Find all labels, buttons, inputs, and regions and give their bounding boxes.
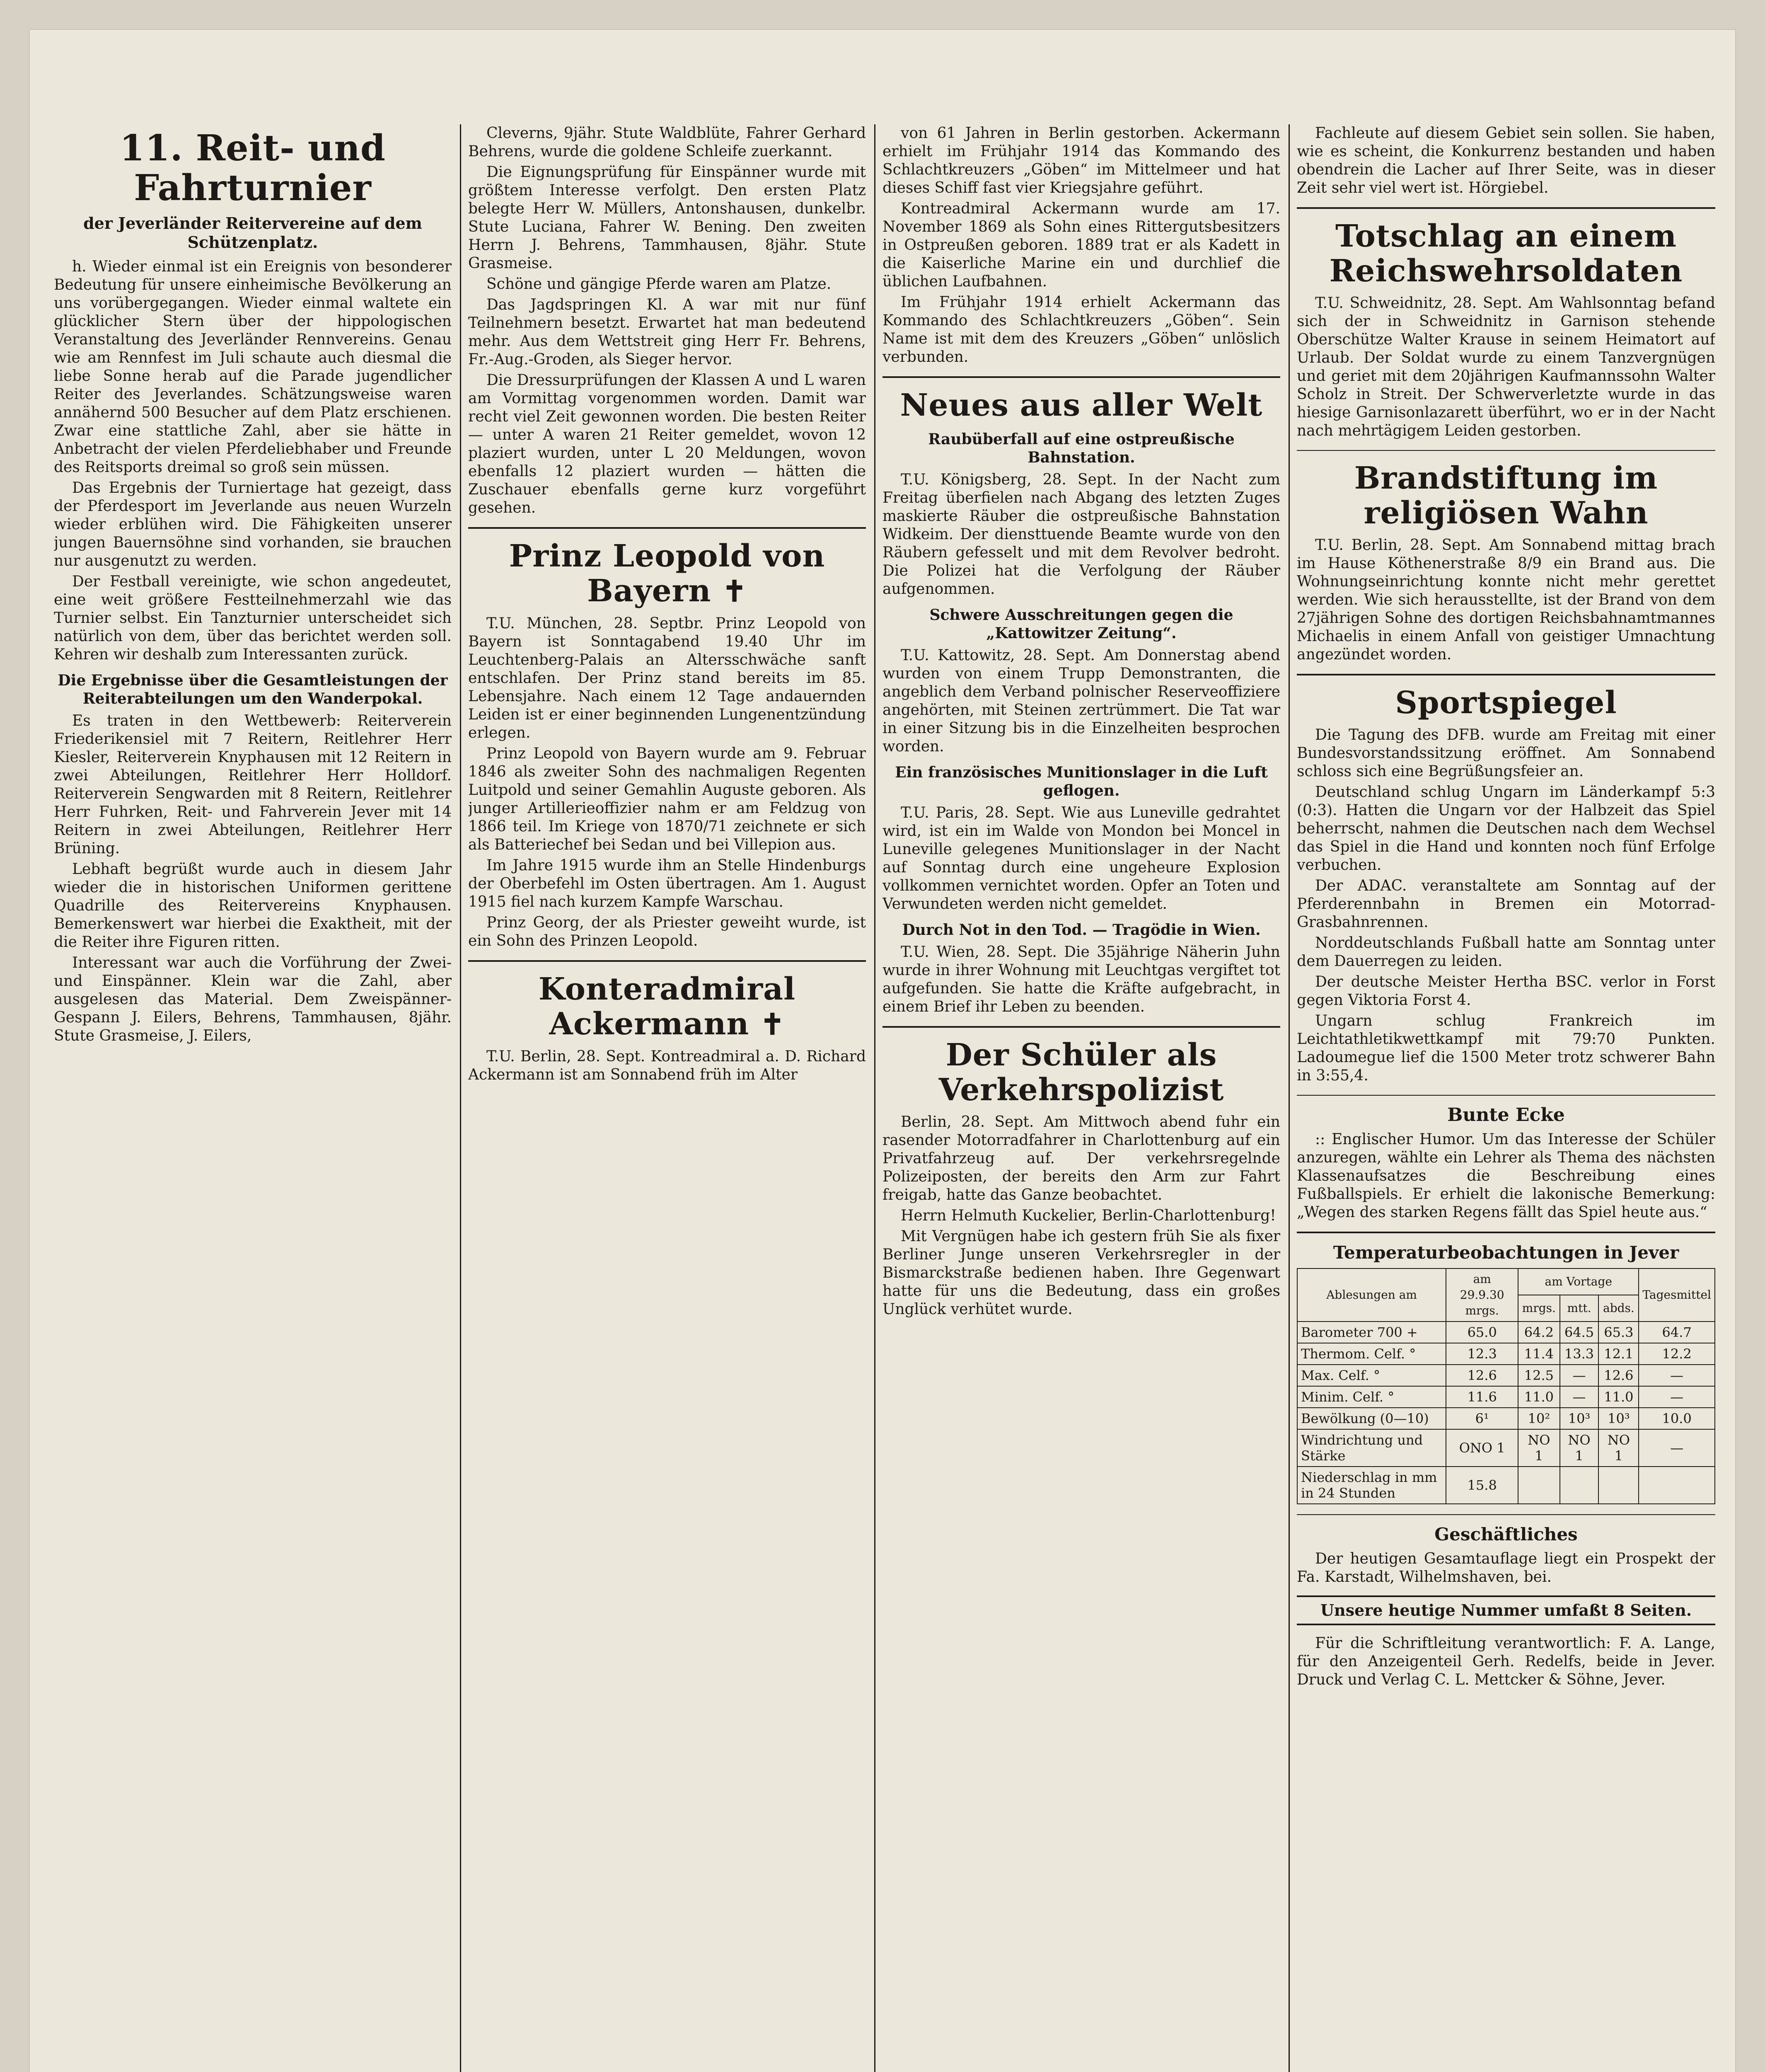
table-cell: 11.6 (1446, 1386, 1518, 1408)
article-paragraph: T.U. Kattowitz, 28. Sept. Am Donnerstag abend wurden von einem Trupp Demonstranten, die angeblich dem Verband polnischer Reserveoffiziere angehörten, mit Steinen zertrümmert. Die Tat war in einer Sitzung bis in die Einzelheiten besprochen worden. (882, 647, 1280, 755)
table-header: am Vortage (1518, 1268, 1639, 1295)
section-divider (468, 960, 866, 962)
article-paragraph: :: Englischer Humor. Um das Interesse der Schüler anzuregen, wählte ein Lehrer als Thema des nächsten Klassenaufsatzes die Beschreibung eines Fußballspiels. Er erhielt die lakonische Bemerkung: „Wegen des starken Regens fällt das Spiel heute aus.“ (1297, 1131, 1715, 1221)
table-cell: Max. Celf. ° (1297, 1365, 1446, 1386)
table-cell: 12.5 (1518, 1365, 1559, 1386)
article-paragraph: T.U. Berlin, 28. Sept. Am Sonnabend mittag brach im Hause Köthenerstraße 8/9 ein Brand aus. Die Wohnungseinrichtung konnte nicht mehr gerettet werden. Wie sich herausstellte, ist der Brand von dem 27jährigen Sohne des dortigen Reichsbahnamtmannes Michaelis in einem Anfall von geistiger Umnachtung angezündet worden. (1297, 537, 1715, 663)
subhead-reitturnier: der Jeverländer Reitervereine auf dem Schützenplatz. (83, 214, 422, 252)
article-paragraph: Im Frühjahr 1914 erhielt Ackermann das Kommando des Schlachtkreuzers „Göben“. Sein Name ist mit dem des Kreuzers „Göben“ unlöslich verbunden. (882, 294, 1280, 366)
section-divider (882, 376, 1280, 378)
article-paragraph: T.U. Wien, 28. Sept. Die 35jährige Näherin Juhn wurde in ihrer Wohnung mit Leuchtgas vergiftet tot aufgefunden. Sie hatte die Kräfte aufgebracht, in einem Brief ihr Leben zu beenden. (882, 944, 1280, 1015)
article-paragraph: T.U. Königsberg, 28. Sept. In der Nacht zum Freitag überfielen nach Abgang des letzten Zuges maskierte Räuber die ostpreußische Bahnstation Widkeim. Der diensttuende Beamte wurde von den Räubern gefesselt und mit dem Revolver bedroht. Die Polizei hat die Verfolgung der Räuber aufgenommen. (882, 471, 1280, 598)
section-subhead: Ein französisches Munitionslager in die Luft geflogen. (895, 764, 1268, 799)
table-title: Temperaturbeobachtungen in Jever (1333, 1242, 1679, 1263)
section-divider (1297, 1095, 1715, 1096)
article-paragraph: Deutschland schlug Ungarn im Länderkampf 5:3 (0:3). Hatten die Ungarn vor der Halbzeit das Spiel beherrscht, nahmen die Deutschen nach dem Wechsel das Spiel in die Hand und konnten noch fünf Erfolge verbuchen. (1297, 784, 1715, 874)
article-paragraph: Prinz Georg, der als Priester geweiht wurde, ist ein Sohn des Prinzen Leopold. (468, 914, 866, 949)
article-paragraph: Fachleute auf diesem Gebiet sein sollen. Sie haben, wie es scheint, die Konkurrenz bestanden und haben obendrein die Lacher auf Ihrer Seite, was in dieser Zeit sehr viel wert ist. Hörgiebel. (1297, 125, 1715, 196)
table-cell: 10.0 (1639, 1408, 1715, 1429)
table-cell (1639, 1467, 1715, 1504)
table-cell: NO 1 (1518, 1429, 1559, 1467)
page-count-notice: Unsere heutige Nummer umfaßt 8 Seiten. (1297, 1595, 1715, 1625)
table-cell: — (1560, 1365, 1599, 1386)
article-paragraph: Prinz Leopold von Bayern wurde am 9. Februar 1846 als zweiter Sohn des nachmaligen Regenten Luitpold und seiner Gemahlin Auguste geboren. Als junger Artillerieoffizier nahm er am Feldzug von 1866 teil. Im Kriege von 1870/71 zeichnete er sich als Batteriechef bei Sedan und bei Villepion aus. (468, 745, 866, 853)
section-divider (1297, 207, 1715, 209)
table-cell: Niederschlag in mm in 24 Stunden (1297, 1467, 1446, 1504)
table-cell: 11.0 (1518, 1386, 1559, 1408)
table-cell: Windrichtung und Stärke (1297, 1429, 1446, 1467)
article-paragraph: Interessant war auch die Vorführung der Zwei- und Einspänner. Klein war die Zahl, aber ausgelesen das Material. Dem Zweispänner-Gespann J. Eilers, Behrens, Tammhausen, 8jähr. Stute Grasmeise, J. Eilers, (54, 954, 452, 1044)
section-divider (1297, 674, 1715, 675)
article-paragraph: T.U. Paris, 28. Sept. Wie aus Luneville gedrahtet wird, ist ein im Walde von Mondon bei Moncel in Luneville gelegenes Munitionslager in der Nacht auf Sonntag durch eine ungeheure Explosion vollkommen vernichtet worden. Opfer an Toten und Verwundeten werden nicht gemeldet. (882, 804, 1280, 913)
table-header-row (1297, 1268, 1715, 1295)
cross-icon: ✝ (760, 1007, 785, 1041)
section-divider (882, 1026, 1280, 1028)
section-subhead: Durch Not in den Tod. — Tragödie in Wien. (902, 921, 1261, 939)
section-divider (1297, 1514, 1715, 1515)
section-subhead: Die Ergebnisse über die Gesamtleistungen der Reiterabteilungen um den Wanderpokal. (58, 672, 448, 707)
table-cell: — (1639, 1386, 1715, 1408)
table-cell (1560, 1467, 1599, 1504)
headline-bunte-ecke: Bunte Ecke (1447, 1104, 1565, 1126)
article-paragraph: Der ADAC. veranstaltete am Sonntag auf der Pferderennbahn in Bremen ein Motorrad-Grasbahnrennen. (1297, 877, 1715, 931)
column-3 (882, 124, 1280, 2072)
table-cell (1598, 1467, 1639, 1504)
headline-sportspiegel: Sportspiegel (1395, 685, 1617, 721)
table-row (1297, 1365, 1715, 1386)
article-paragraph: T.U. München, 28. Septbr. Prinz Leopold von Bayern ist Sonntagabend 19.40 Uhr im Leuchtenberg-Palais an Altersschwäche sanft entschlafen. Der Prinz stand bereits im 85. Lebensjahre. Nach einem 12 Tage andauernden Leiden ist er einer beginnenden Lungenentzündung erlegen. (468, 615, 866, 741)
table-row (1297, 1429, 1715, 1467)
table-cell: Barometer 700 + (1297, 1322, 1446, 1343)
newspaper-page (29, 29, 1736, 2072)
article-paragraph: Im Jahre 1915 wurde ihm an Stelle Hindenburgs der Oberbefehl im Osten übertragen. Am 1. August 1915 fiel nach kurzem Kampfe Warschau. (468, 857, 866, 910)
imprint: Für die Schriftleitung verantwortlich: F. A. Lange, für den Anzeigenteil Gerh. Redelfs, beide in Jever. Druck und Verlag C. L. Mettcker & Söhne, Jever. (1297, 1635, 1715, 1688)
table-cell: 11.4 (1518, 1343, 1559, 1365)
article-paragraph: Das Ergebnis der Turniertage hat gezeigt, dass der Pferdesport im Jeverlande aus neuen Wurzeln wieder erblühen wird. Die Fähigkeiten unserer jungen Bauernsöhne sind vorhanden, sie brauchen nur ausgenutzt zu werden. (54, 479, 452, 569)
article-paragraph: Der heutigen Gesamtauflage liegt ein Prospekt der Fa. Karstadt, Wilhelmshaven, bei. (1297, 1550, 1715, 1585)
article-paragraph: Herrn Helmuth Kuckelier, Berlin-Charlottenburg! (901, 1207, 1276, 1224)
section-subhead: Raubüberfall auf eine ostpreußische Bahnstation. (928, 431, 1235, 466)
table-header: am 29.9.30 mrgs. (1446, 1268, 1518, 1322)
headline-reitturnier: 11. Reit- und Fahrturnier (120, 127, 386, 209)
article-paragraph: Berlin, 28. Sept. Am Mittwoch abend fuhr ein rasender Motorradfahrer in Charlottenburg auf ein Privatfahrzeug auf. Der verkehrsregelnde Polizeiposten, der bereits den Arm zur Fahrt freigab, hatte das Ganze beobachtet. (882, 1113, 1280, 1203)
table-cell: 15.8 (1446, 1467, 1518, 1504)
table-cell: ONO 1 (1446, 1429, 1518, 1467)
table-row (1297, 1322, 1715, 1343)
column-divider (874, 124, 875, 2072)
headline-neues: Neues aus aller Welt (900, 387, 1263, 423)
article-paragraph: von 61 Jahren in Berlin gestorben. Ackermann erhielt im Frühjahr 1914 das Kommando des Schlachtkreuzers „Göben“ im Mittelmeer und hat dieses Schiff fast vier Kriegsjahre geführt. (882, 125, 1280, 196)
table-cell: 6¹ (1446, 1408, 1518, 1429)
article-paragraph: Der deutsche Meister Hertha BSC. verlor in Forst gegen Viktoria Forst 4. (1297, 973, 1715, 1009)
article-paragraph: Cleverns, 9jähr. Stute Waldblüte, Fahrer Gerhard Behrens, wurde die goldene Schleife zuerkannt. (468, 125, 866, 160)
table-cell: 65.3 (1598, 1322, 1639, 1343)
table-cell: 64.2 (1518, 1322, 1559, 1343)
table-cell: Minim. Celf. ° (1297, 1386, 1446, 1408)
article-paragraph: Der Festball vereinigte, wie schon angedeutet, eine weit größere Festteilnehmerzahl wie das Turnier selbst. Ein Tanzturnier unterscheidet sich natürlich von dem, über das berichtet werden soll. Kehren wir deshalb zum Interessanten zurück. (54, 573, 452, 663)
table-cell: Thermom. Celf. ° (1297, 1343, 1446, 1365)
column-1 (54, 124, 452, 2072)
table-row (1297, 1343, 1715, 1365)
section-divider (1297, 1232, 1715, 1233)
table-cell: — (1560, 1386, 1599, 1408)
table-cell: 12.2 (1639, 1343, 1715, 1365)
table-cell: 10³ (1598, 1408, 1639, 1429)
table-row (1297, 1408, 1715, 1429)
table-header: mrgs. (1518, 1295, 1559, 1322)
cross-icon: ✝ (722, 574, 747, 608)
article-paragraph: Schöne und gängige Pferde waren am Platze. (486, 276, 832, 293)
article-paragraph: T.U. Schweidnitz, 28. Sept. Am Wahlsonntag befand sich der in Schweidnitz in Garnison stehende Oberschütze Walter Krause in seinem Heimatort auf Urlaub. Der Soldat wurde zu einem Tanzvergnügen und geriet mit dem 20jährigen Kaufmannssohn Walter Scholz in Streit. Der Schwerverletzte wurde in das hiesige Garnisonlazarett überführt, wo er in der Nacht nach mehrtägigem Leiden gestorben. (1297, 295, 1715, 439)
table-cell: 64.7 (1639, 1322, 1715, 1343)
table-cell: 11.0 (1598, 1386, 1639, 1408)
column-2 (468, 124, 866, 2072)
table-cell: 64.5 (1560, 1322, 1599, 1343)
article-paragraph: Die Dressurprüfungen der Klassen A und L waren am Vormittag vorgenommen worden. Damit war recht viel Zeit gewonnen worden. Die besten Reiter — unter A waren 21 Reiter gemeldet, wovon 12 plaziert wurden, unter L 20 Meldungen, wovon ebenfalls 12 plaziert wurden — hätten die Zuschauer ebenfalls gerne kurz vorgeführt gesehen. (468, 372, 866, 516)
column-divider (460, 124, 461, 2072)
article-paragraph: T.U. Berlin, 28. Sept. Kontreadmiral a. D. Richard Ackermann ist am Sonnabend früh im Alter (468, 1048, 866, 1083)
headline-ackermann (468, 972, 866, 1042)
table-cell: 12.6 (1598, 1365, 1639, 1386)
table-header: Ablesungen am (1297, 1268, 1446, 1322)
headline-geschaeftliches: Geschäftliches (1434, 1524, 1578, 1544)
table-cell: — (1639, 1365, 1715, 1386)
article-paragraph: Das Jagdspringen Kl. A war mit nur fünf Teilnehmern besetzt. Erwartet hat man bedeutend mehr. Aus dem Wettstreit ging Herr Fr. Behrens, Fr.-Aug.-Groden, als Sieger hervor. (468, 296, 866, 368)
article-paragraph: h. Wieder einmal ist ein Ereignis von besonderer Bedeutung für unsere einheimische Bevölkerung an uns vorübergegangen. Wieder einmal waltete ein glücklicher Stern über der hippologischen Veranstaltung des Jeverländer Rennvereins. Genau wie am Rennfest im Juli schaute auch diesmal die liebe Sonne herab auf die Parade jugendlicher Reiter des Jeverlandes. Schätzungsweise waren annähernd 500 Besucher auf dem Platz erschienen. Zwar eine stattliche Zahl, aber sie hätte in Anbetracht der vielen Pferdeliebhaber und Freunde des Reitsports dreimal so groß sein müssen. (54, 258, 452, 476)
table-cell: 12.3 (1446, 1343, 1518, 1365)
headline-totschlag: Totschlag an einem Reichswehrsoldaten (1329, 218, 1683, 289)
article-paragraph: Die Tagung des DFB. wurde am Freitag mit einer Bundesvorstandssitzung eröffnet. Am Sonnabend schloss sich eine Begrüßungsfeier an. (1297, 726, 1715, 780)
table-cell (1518, 1467, 1559, 1504)
section-subhead: Schwere Ausschreitungen gegen die „Kattowitzer Zeitung“. (929, 606, 1233, 642)
table-cell: 65.0 (1446, 1322, 1518, 1343)
table-cell: NO 1 (1598, 1429, 1639, 1467)
table-header: Tagesmittel (1639, 1268, 1715, 1322)
section-divider (468, 527, 866, 529)
article-paragraph: Es traten in den Wettbewerb: Reiterverein Friederikensiel mit 7 Reitern, Reitlehrer Herr Kiesler, Reiterverein Knyphausen mit 12 Reitern in zwei Abteilungen, Reitlehrer Herr Holldorf. Reiterverein Sengwarden mit 8 Reitern, Reitlehrer Herr Fuhrken, Reit- und Fahrverein Jever mit 14 Reitern in zwei Abteilungen, Reitlehrer Herr Brüning. (54, 712, 452, 857)
headline-prinz-leopold (468, 539, 866, 609)
article-paragraph: Mit Vergnügen habe ich gestern früh Sie als fixer Berliner Junge unseren Verkehrsregler in der Bismarckstraße bedienen haben. Ihre Gegenwart hatte für uns die Bedeutung, dass ein großes Unglück verhütet wurde. (882, 1228, 1280, 1318)
table-row (1297, 1386, 1715, 1408)
column-divider (1289, 124, 1290, 2072)
section-divider (1297, 450, 1715, 451)
table-cell: 10² (1518, 1408, 1559, 1429)
table-cell: 12.1 (1598, 1343, 1639, 1365)
table-cell: 10³ (1560, 1408, 1599, 1429)
article-paragraph: Lebhaft begrüßt wurde auch in diesem Jahr wieder die in historischen Uniformen gerittene Quadrille des Reitervereins Knyphausen. Bemerkenswert war hierbei die Exaktheit, mit der die Reiter ihre Figuren ritten. (54, 861, 452, 951)
table-cell: — (1639, 1429, 1715, 1467)
table-row (1297, 1467, 1715, 1504)
article-paragraph: Ungarn schlug Frankreich im Leichtathletikwettkampf mit 79:70 Punkten. Ladoumegue lief die 1500 Meter trotz schwerer Bahn in 3:55,4. (1297, 1012, 1715, 1084)
article-paragraph: Die Eignungsprüfung für Einspänner wurde mit größtem Interesse verfolgt. Den ersten Platz belegte Herr W. Müllers, Antonshausen, dunkelbr. Stute Luciana, Fahrer W. Bening. Den zweiten Herrn J. Behrens, Tammhausen, 8jähr. Stute Grasmeise. (468, 164, 866, 272)
article-paragraph: Norddeutschlands Fußball hatte am Sonntag unter dem Dauerregen zu leiden. (1297, 934, 1715, 970)
headline-brandstiftung: Brandstiftung im religiösen Wahn (1354, 460, 1658, 531)
column-4 (1297, 124, 1715, 2072)
table-cell: 13.3 (1560, 1343, 1599, 1365)
temperature-table (1297, 1268, 1715, 1504)
table-header: mtt. (1560, 1295, 1599, 1322)
headline-schueler: Der Schüler als Verkehrspolizist (938, 1037, 1224, 1108)
table-cell: 12.6 (1446, 1365, 1518, 1386)
article-paragraph: Kontreadmiral Ackermann wurde am 17. November 1869 als Sohn eines Rittergutsbesitzers in Ostpreußen geboren. 1889 trat er als Kadett in die Kaiserliche Marine ein und durchlief die üblichen Laufbahnen. (882, 200, 1280, 290)
headline-text: Prinz Leopold von Bayern (509, 538, 825, 609)
headline-text: Konteradmiral Ackermann (538, 971, 796, 1042)
table-cell: NO 1 (1560, 1429, 1599, 1467)
table-header: abds. (1598, 1295, 1639, 1322)
table-cell: Bewölkung (0—10) (1297, 1408, 1446, 1429)
